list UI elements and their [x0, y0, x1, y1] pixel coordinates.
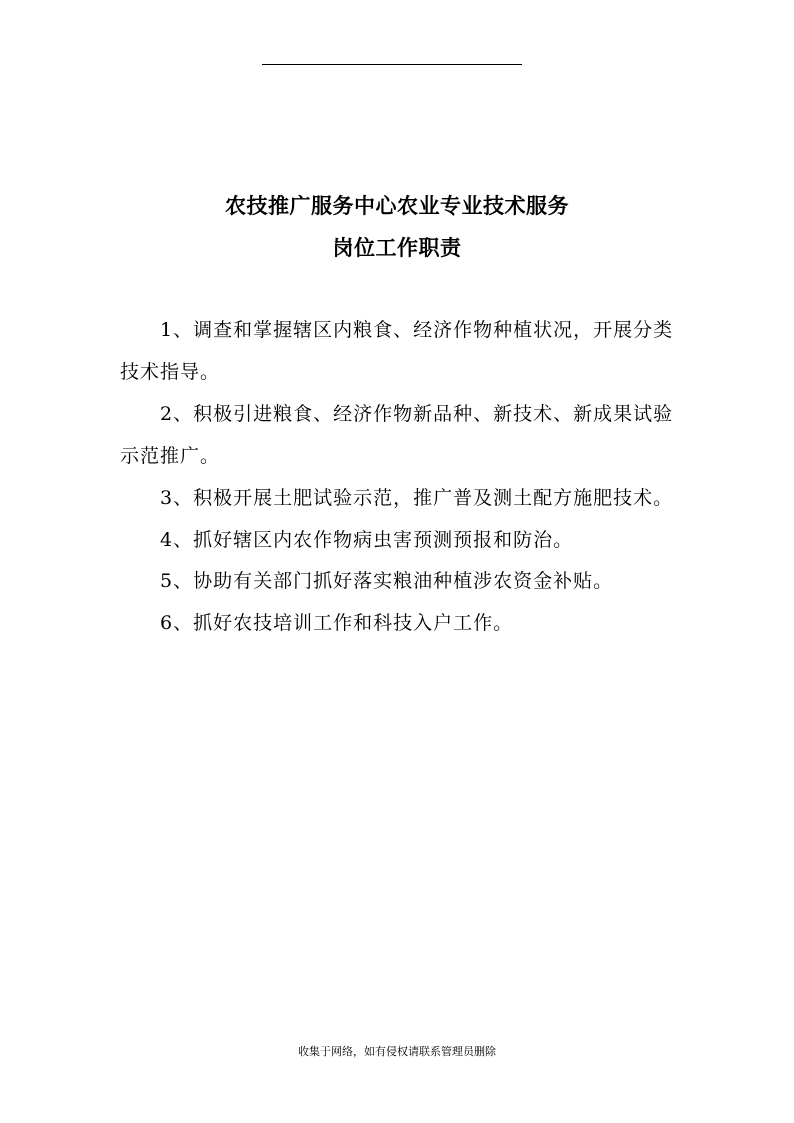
- duty-item-6: 6、抓好农技培训工作和科技入户工作。: [160, 612, 514, 634]
- duty-item-4: 4、抓好辖区内农作物病虫害预测预报和防治。: [160, 529, 574, 551]
- header-rule: [262, 64, 522, 65]
- duty-item-1-line-2: 技术指导。: [120, 361, 221, 383]
- duty-item-5: 5、协助有关部门抓好落实粮油种植涉农资金补贴。: [160, 570, 614, 592]
- duty-item-1-line-1: 1、调查和掌握辖区内粮食、经济作物种植状况，开展分类: [160, 319, 674, 341]
- duty-item-2-line-1: 2、积极引进粮食、经济作物新品种、新技术、新成果试验: [160, 403, 674, 425]
- document-title-line-1: 农技推广服务中心农业专业技术服务: [225, 193, 569, 218]
- footer-note: 收集于网络，如有侵权请联系管理员删除: [298, 1045, 496, 1058]
- duty-item-2-line-2: 示范推广。: [120, 445, 221, 467]
- document-title-line-2: 岗位工作职责: [332, 235, 462, 260]
- duty-item-3: 3、积极开展土肥试验示范，推广普及测土配方施肥技术。: [160, 487, 674, 509]
